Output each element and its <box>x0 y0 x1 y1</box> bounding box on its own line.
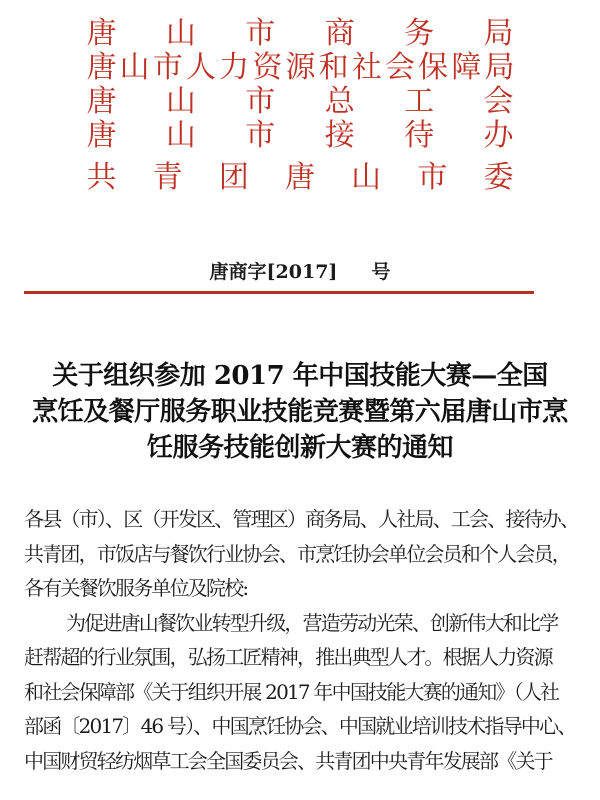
authority-name-youth-league-committee: 共青团唐山市委 <box>86 160 514 195</box>
header-separator-line <box>24 291 534 294</box>
salutation-line: 共青团，市饭店与餐饮行业协会、市烹饪协会单位会员和个人会员， <box>24 541 570 566</box>
salutation-line: 各县（市）、区（开发区、管理区）商务局、人社局、工会、接待办、 <box>24 507 579 531</box>
document-body <box>24 502 582 778</box>
doc-number-prefix: 唐商字[2017] <box>209 261 338 283</box>
paragraph-line: 赶帮超的行业氛围，弘扬工匠精神，推出典型人才。根据人力资源 <box>24 645 552 669</box>
paragraph-line: 中国财贸轻纺烟草工会全国委员会、共青团中央青年发展部《关于 <box>24 748 552 773</box>
authority-name-commerce-bureau: 唐山市商务局 <box>86 16 514 51</box>
title-line-3: 饪服务技能创新大赛的通知 <box>146 433 453 463</box>
paragraph-line: 为促进唐山餐饮业转型升级，营造劳动光荣、创新伟大和比学 <box>66 610 558 635</box>
issuing-authorities <box>87 0 514 195</box>
salutation-line: 各有关餐饮服务单位及院校: <box>24 576 248 600</box>
doc-number <box>0 261 600 283</box>
doc-number-suffix: 号 <box>371 261 391 283</box>
authority-name-reception-office: 唐山市接待办 <box>86 118 514 153</box>
document-title <box>0 358 600 466</box>
authority-name-federation-of-trade-unions: 唐山市总工会 <box>86 84 514 119</box>
title-line-1: 关于组织参加 2017 年中国技能大赛—全国 <box>52 361 548 391</box>
title-line-2: 烹饪及餐厅服务职业技能竞赛暨第六届唐山市烹 <box>32 397 568 427</box>
paragraph-line: 部函〔2017〕46 号）、中国烹饪协会、中国就业培训技术指导中心、 <box>24 714 576 738</box>
authority-name-hr-social-security-bureau: 唐山市人力资源和社会保障局 <box>86 50 514 85</box>
paragraph-line: 和社会保障部《关于组织开展 2017 年中国技能大赛的通知》（人社 <box>24 679 559 704</box>
